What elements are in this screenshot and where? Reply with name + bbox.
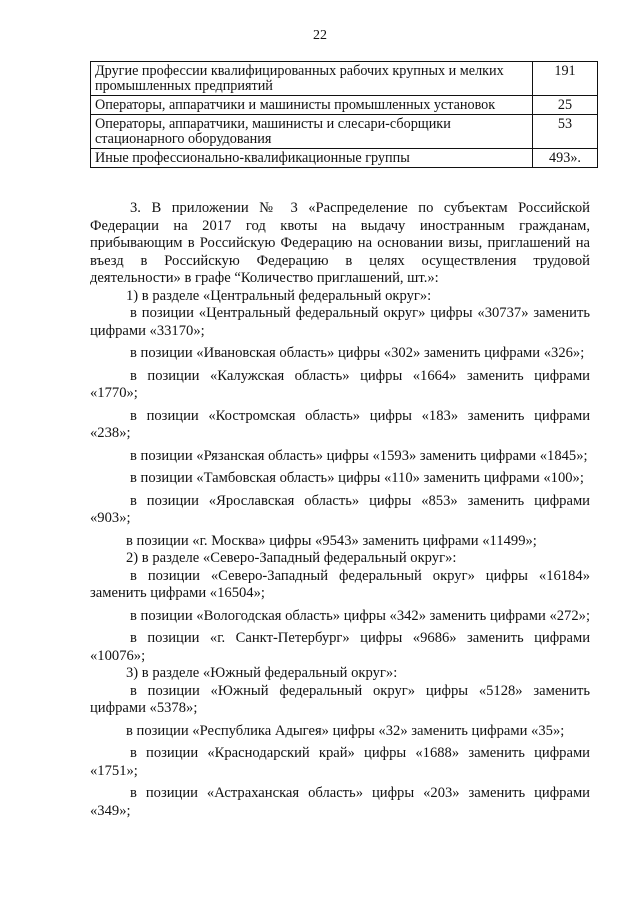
table-row xyxy=(91,62,598,96)
paragraph: в позиции «Северо-Западный федеральный округ» цифры «16184» заменить цифрами «16504»; xyxy=(90,567,590,601)
paragraph: в позиции «Костромская область» цифры «183» заменить цифрами «238»; xyxy=(90,407,590,441)
table-row xyxy=(91,115,598,149)
paragraph: в позиции «Астраханская область» цифры «203» заменить цифрами «349»; xyxy=(90,785,590,819)
paragraph: в позиции «Ярославская область» цифры «853» заменить цифрами «903»; xyxy=(90,492,590,526)
page-number: 22 xyxy=(313,28,327,43)
table-cell-value: 25 xyxy=(533,96,598,115)
section-heading-northwest: 2) в разделе «Северо-Западный федеральный округ»: xyxy=(126,550,457,566)
document-body xyxy=(90,200,590,820)
paragraph: в позиции «Южный федеральный округ» цифры «5128» заменить цифрами «5378»; xyxy=(90,682,590,716)
paragraph: в позиции «г. Москва» цифры «9543» заменить цифрами «11499»; xyxy=(126,532,537,549)
quota-table xyxy=(90,61,598,168)
table-cell-value: 53 xyxy=(533,115,598,149)
paragraph: в позиции «Ивановская область» цифры «302» заменить цифрами «326»; xyxy=(130,345,585,361)
section-heading-south: 3) в разделе «Южный федеральный округ»: xyxy=(126,665,398,681)
paragraph: в позиции «Калужская область» цифры «1664» заменить цифрами «1770»; xyxy=(90,367,590,401)
section-heading-central: 1) в разделе «Центральный федеральный округ»: xyxy=(126,287,432,304)
table-row xyxy=(91,96,598,115)
table-cell-profession: Иные профессионально-квалификационные группы xyxy=(91,149,533,168)
paragraph: в позиции «Краснодарский край» цифры «1688» заменить цифрами «1751»; xyxy=(90,745,590,779)
table-cell-profession: Операторы, аппаратчики, машинисты и слесари-сборщики стационарного оборудования xyxy=(91,115,533,149)
paragraph: в позиции «Вологодская область» цифры «342» заменить цифрами «272»; xyxy=(130,607,590,624)
paragraph: в позиции «Рязанская область» цифры «1593» заменить цифрами «1845»; xyxy=(130,447,588,464)
table-cell-profession: Операторы, аппаратчики и машинисты промышленных установок xyxy=(91,96,533,115)
table-cell-profession: Другие профессии квалифицированных рабочих крупных и мелких промышленных предприятий xyxy=(91,62,533,96)
table-cell-value: 493». xyxy=(533,149,598,168)
paragraph: в позиции «Центральный федеральный округ» цифры «30737» заменить цифрами «33170»; xyxy=(90,305,590,339)
paragraph-item-3: 3. В приложении № 3 «Распределение по субъектам Российской Федерации на 2017 год квоты на выдачу иностранным гражданам, прибывающим в Российскую Федерацию на основании визы, приглашений на въезд в Российскую Федерацию в целях осуществления трудовой деятельности» в графе “Количество приглашений, шт.»: xyxy=(90,200,590,286)
paragraph: в позиции «Тамбовская область» цифры «110» заменить цифрами «100»; xyxy=(130,470,584,486)
table-row xyxy=(91,149,598,168)
table-cell-value: 191 xyxy=(533,62,598,96)
paragraph: в позиции «Республика Адыгея» цифры «32» заменить цифрами «35»; xyxy=(126,722,565,739)
paragraph: в позиции «г. Санкт-Петербург» цифры «9686» заменить цифрами «10076»; xyxy=(90,630,590,664)
